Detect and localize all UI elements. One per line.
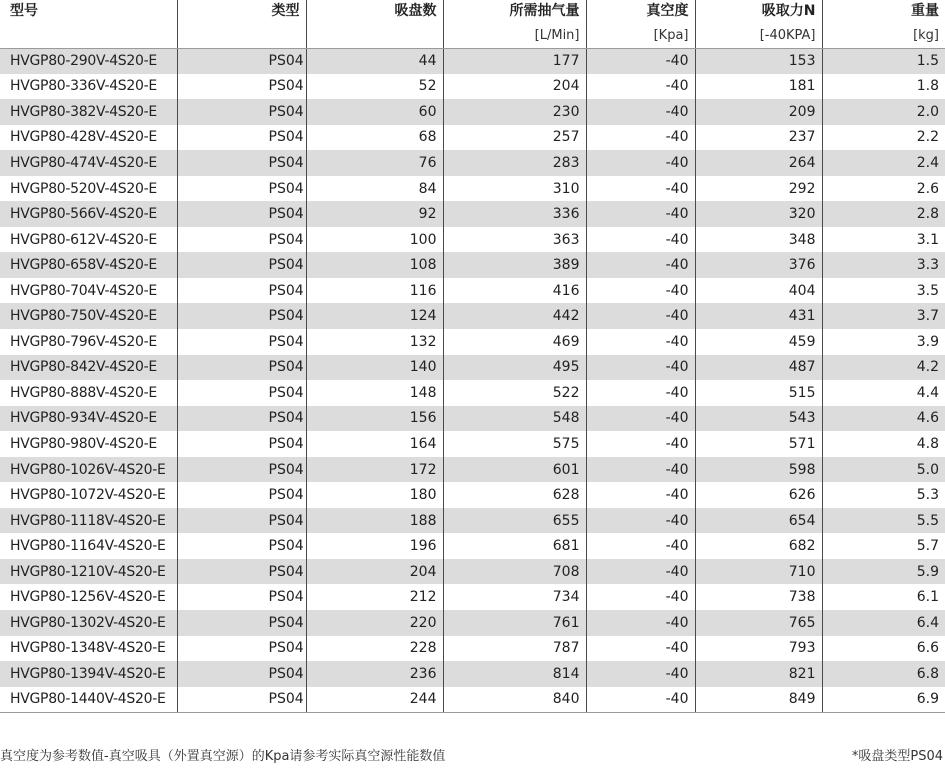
cell-suction-force: 181 [695, 74, 822, 100]
table-row [0, 431, 945, 457]
cell-weight: 2.8 [822, 201, 945, 227]
cell-suction-force: 682 [695, 533, 822, 559]
cell-vacuum: -40 [586, 508, 695, 534]
cell-suction-force: 292 [695, 176, 822, 202]
cell-cup-count: 156 [306, 406, 443, 432]
cell-type: PS04 [177, 610, 306, 636]
footnote-vacuum-note: 真空度为参考数值-真空吸具（外置真空源）的Kpa请参考实际真空源性能数值 [0, 749, 446, 764]
cell-type: PS04 [177, 508, 306, 534]
cell-weight: 2.0 [822, 99, 945, 125]
cell-vacuum: -40 [586, 431, 695, 457]
cell-model: HVGP80-612V-4S20-E [0, 227, 177, 253]
cell-vacuum: -40 [586, 610, 695, 636]
cell-type: PS04 [177, 406, 306, 432]
cell-air-flow: 734 [443, 584, 586, 610]
header-row [0, 0, 945, 24]
table-row [0, 559, 945, 585]
cell-weight: 6.6 [822, 636, 945, 662]
cell-weight: 5.9 [822, 559, 945, 585]
cell-suction-force: 543 [695, 406, 822, 432]
cell-model: HVGP80-888V-4S20-E [0, 380, 177, 406]
header-model: 型号 [10, 3, 38, 19]
cell-model: HVGP80-842V-4S20-E [0, 355, 177, 381]
cell-type: PS04 [177, 584, 306, 610]
cell-model: HVGP80-520V-4S20-E [0, 176, 177, 202]
cell-cup-count: 84 [306, 176, 443, 202]
cell-air-flow: 257 [443, 125, 586, 151]
cell-air-flow: 310 [443, 176, 586, 202]
cell-suction-force: 376 [695, 252, 822, 278]
units-row [0, 24, 945, 48]
table-row [0, 610, 945, 636]
cell-weight: 6.8 [822, 661, 945, 687]
cell-air-flow: 761 [443, 610, 586, 636]
cell-vacuum: -40 [586, 278, 695, 304]
cell-suction-force: 821 [695, 661, 822, 687]
cell-model: HVGP80-658V-4S20-E [0, 252, 177, 278]
cell-air-flow: 336 [443, 201, 586, 227]
cell-model: HVGP80-1302V-4S20-E [0, 610, 177, 636]
cell-cup-count: 196 [306, 533, 443, 559]
cell-suction-force: 264 [695, 150, 822, 176]
footnote-cup-type: *吸盘类型PS04 [851, 749, 943, 764]
cell-suction-force: 793 [695, 636, 822, 662]
cell-air-flow: 601 [443, 457, 586, 483]
cell-model: HVGP80-750V-4S20-E [0, 303, 177, 329]
cell-vacuum: -40 [586, 661, 695, 687]
table-row [0, 201, 945, 227]
cell-model: HVGP80-1072V-4S20-E [0, 482, 177, 508]
table-row [0, 406, 945, 432]
cell-vacuum: -40 [586, 559, 695, 585]
unit-model [0, 24, 177, 48]
cell-type: PS04 [177, 48, 306, 74]
cell-cup-count: 172 [306, 457, 443, 483]
cell-model: HVGP80-704V-4S20-E [0, 278, 177, 304]
cell-model: HVGP80-1164V-4S20-E [0, 533, 177, 559]
cell-vacuum: -40 [586, 636, 695, 662]
cell-weight: 2.2 [822, 125, 945, 151]
cell-model: HVGP80-382V-4S20-E [0, 99, 177, 125]
cell-air-flow: 575 [443, 431, 586, 457]
cell-model: HVGP80-796V-4S20-E [0, 329, 177, 355]
cell-vacuum: -40 [586, 48, 695, 74]
header-suction-force: 吸取力N [695, 0, 822, 24]
cell-cup-count: 220 [306, 610, 443, 636]
table-row [0, 329, 945, 355]
cell-type: PS04 [177, 74, 306, 100]
cell-model: HVGP80-1440V-4S20-E [0, 687, 177, 713]
cell-air-flow: 840 [443, 687, 586, 713]
table-row [0, 533, 945, 559]
cell-air-flow: 416 [443, 278, 586, 304]
cell-suction-force: 765 [695, 610, 822, 636]
cell-weight: 6.4 [822, 610, 945, 636]
cell-cup-count: 228 [306, 636, 443, 662]
cell-cup-count: 116 [306, 278, 443, 304]
cell-weight: 3.9 [822, 329, 945, 355]
cell-type: PS04 [177, 150, 306, 176]
cell-weight: 3.1 [822, 227, 945, 253]
cell-air-flow: 628 [443, 482, 586, 508]
cell-vacuum: -40 [586, 99, 695, 125]
table-row [0, 150, 945, 176]
header-air-flow: 所需抽气量 [443, 0, 586, 24]
cell-vacuum: -40 [586, 329, 695, 355]
cell-vacuum: -40 [586, 687, 695, 713]
table-row [0, 482, 945, 508]
cell-cup-count: 140 [306, 355, 443, 381]
cell-vacuum: -40 [586, 125, 695, 151]
cell-type: PS04 [177, 636, 306, 662]
cell-model: HVGP80-1210V-4S20-E [0, 559, 177, 585]
cell-vacuum: -40 [586, 584, 695, 610]
cell-suction-force: 487 [695, 355, 822, 381]
cell-weight: 4.4 [822, 380, 945, 406]
cell-vacuum: -40 [586, 406, 695, 432]
cell-cup-count: 212 [306, 584, 443, 610]
cell-weight: 5.3 [822, 482, 945, 508]
cell-air-flow: 177 [443, 48, 586, 74]
cell-cup-count: 44 [306, 48, 443, 74]
cell-type: PS04 [177, 533, 306, 559]
cell-cup-count: 68 [306, 125, 443, 151]
cell-suction-force: 237 [695, 125, 822, 151]
cell-model: HVGP80-1026V-4S20-E [0, 457, 177, 483]
cell-weight: 5.0 [822, 457, 945, 483]
cell-model: HVGP80-1256V-4S20-E [0, 584, 177, 610]
cell-weight: 5.5 [822, 508, 945, 534]
cell-cup-count: 180 [306, 482, 443, 508]
unit-type [177, 24, 306, 48]
cell-vacuum: -40 [586, 355, 695, 381]
cell-air-flow: 708 [443, 559, 586, 585]
cell-suction-force: 738 [695, 584, 822, 610]
cell-vacuum: -40 [586, 227, 695, 253]
table-row [0, 227, 945, 253]
unit-cup-count [306, 24, 443, 48]
table-row [0, 48, 945, 74]
cell-vacuum: -40 [586, 380, 695, 406]
cell-cup-count: 52 [306, 74, 443, 100]
cell-cup-count: 100 [306, 227, 443, 253]
table-row [0, 457, 945, 483]
cell-suction-force: 153 [695, 48, 822, 74]
cell-type: PS04 [177, 252, 306, 278]
cell-cup-count: 148 [306, 380, 443, 406]
cell-air-flow: 230 [443, 99, 586, 125]
cell-type: PS04 [177, 303, 306, 329]
cell-cup-count: 60 [306, 99, 443, 125]
cell-suction-force: 571 [695, 431, 822, 457]
cell-air-flow: 442 [443, 303, 586, 329]
cell-cup-count: 164 [306, 431, 443, 457]
cell-air-flow: 204 [443, 74, 586, 100]
cell-type: PS04 [177, 176, 306, 202]
table-body [0, 48, 945, 712]
cell-vacuum: -40 [586, 201, 695, 227]
cell-weight: 1.8 [822, 74, 945, 100]
cell-suction-force: 849 [695, 687, 822, 713]
unit-weight: [kg] [822, 24, 945, 48]
cell-type: PS04 [177, 431, 306, 457]
cell-type: PS04 [177, 329, 306, 355]
cell-air-flow: 469 [443, 329, 586, 355]
cell-suction-force: 654 [695, 508, 822, 534]
cell-suction-force: 320 [695, 201, 822, 227]
cell-vacuum: -40 [586, 482, 695, 508]
table-row [0, 584, 945, 610]
cell-model: HVGP80-1118V-4S20-E [0, 508, 177, 534]
cell-vacuum: -40 [586, 176, 695, 202]
cell-model: HVGP80-934V-4S20-E [0, 406, 177, 432]
cell-suction-force: 598 [695, 457, 822, 483]
table-row [0, 125, 945, 151]
cell-type: PS04 [177, 201, 306, 227]
header-type: 类型 [177, 0, 306, 24]
cell-weight: 6.9 [822, 687, 945, 713]
table-row [0, 176, 945, 202]
cell-type: PS04 [177, 482, 306, 508]
cell-weight: 3.5 [822, 278, 945, 304]
cell-model: HVGP80-428V-4S20-E [0, 125, 177, 151]
cell-cup-count: 132 [306, 329, 443, 355]
cell-cup-count: 244 [306, 687, 443, 713]
table-row [0, 661, 945, 687]
unit-air-flow: [L/Min] [443, 24, 586, 48]
table-row [0, 508, 945, 534]
cell-weight: 5.7 [822, 533, 945, 559]
header-weight: 重量 [822, 0, 945, 24]
cell-type: PS04 [177, 687, 306, 713]
cell-weight: 4.8 [822, 431, 945, 457]
header-cup-count: 吸盘数 [306, 0, 443, 24]
cell-air-flow: 283 [443, 150, 586, 176]
cell-vacuum: -40 [586, 533, 695, 559]
cell-model: HVGP80-1394V-4S20-E [0, 661, 177, 687]
cell-suction-force: 710 [695, 559, 822, 585]
cell-model: HVGP80-336V-4S20-E [0, 74, 177, 100]
cell-cup-count: 236 [306, 661, 443, 687]
cell-air-flow: 814 [443, 661, 586, 687]
cell-suction-force: 404 [695, 278, 822, 304]
cell-vacuum: -40 [586, 457, 695, 483]
cell-air-flow: 389 [443, 252, 586, 278]
cell-suction-force: 348 [695, 227, 822, 253]
table-row [0, 303, 945, 329]
cell-weight: 4.2 [822, 355, 945, 381]
cell-type: PS04 [177, 355, 306, 381]
cell-suction-force: 626 [695, 482, 822, 508]
cell-weight: 6.1 [822, 584, 945, 610]
cell-weight: 1.5 [822, 48, 945, 74]
cell-air-flow: 787 [443, 636, 586, 662]
cell-air-flow: 548 [443, 406, 586, 432]
cell-weight: 2.4 [822, 150, 945, 176]
cell-vacuum: -40 [586, 303, 695, 329]
cell-cup-count: 204 [306, 559, 443, 585]
cell-type: PS04 [177, 99, 306, 125]
table-row [0, 252, 945, 278]
cell-model: HVGP80-980V-4S20-E [0, 431, 177, 457]
cell-weight: 3.7 [822, 303, 945, 329]
cell-type: PS04 [177, 661, 306, 687]
cell-air-flow: 363 [443, 227, 586, 253]
cell-model: HVGP80-566V-4S20-E [0, 201, 177, 227]
cell-type: PS04 [177, 125, 306, 151]
cell-vacuum: -40 [586, 74, 695, 100]
cell-air-flow: 655 [443, 508, 586, 534]
cell-air-flow: 681 [443, 533, 586, 559]
cell-model: HVGP80-1348V-4S20-E [0, 636, 177, 662]
table-row [0, 687, 945, 713]
cell-suction-force: 459 [695, 329, 822, 355]
cell-type: PS04 [177, 559, 306, 585]
cell-air-flow: 522 [443, 380, 586, 406]
cell-cup-count: 76 [306, 150, 443, 176]
header-vacuum: 真空度 [586, 0, 695, 24]
table-row [0, 636, 945, 662]
table-row [0, 355, 945, 381]
table-row [0, 380, 945, 406]
cell-type: PS04 [177, 457, 306, 483]
cell-suction-force: 209 [695, 99, 822, 125]
cell-weight: 4.6 [822, 406, 945, 432]
unit-vacuum: [Kpa] [586, 24, 695, 48]
table-row [0, 99, 945, 125]
cell-suction-force: 431 [695, 303, 822, 329]
cell-cup-count: 92 [306, 201, 443, 227]
unit-suction-force: [-40KPA] [695, 24, 822, 48]
cell-cup-count: 188 [306, 508, 443, 534]
cell-model: HVGP80-290V-4S20-E [0, 48, 177, 74]
table-row [0, 278, 945, 304]
cell-model: HVGP80-474V-4S20-E [0, 150, 177, 176]
cell-type: PS04 [177, 278, 306, 304]
cell-suction-force: 515 [695, 380, 822, 406]
cell-vacuum: -40 [586, 150, 695, 176]
cell-type: PS04 [177, 227, 306, 253]
cell-air-flow: 495 [443, 355, 586, 381]
cell-cup-count: 124 [306, 303, 443, 329]
cell-cup-count: 108 [306, 252, 443, 278]
table-row [0, 74, 945, 100]
cell-weight: 2.6 [822, 176, 945, 202]
cell-vacuum: -40 [586, 252, 695, 278]
cell-weight: 3.3 [822, 252, 945, 278]
cell-type: PS04 [177, 380, 306, 406]
